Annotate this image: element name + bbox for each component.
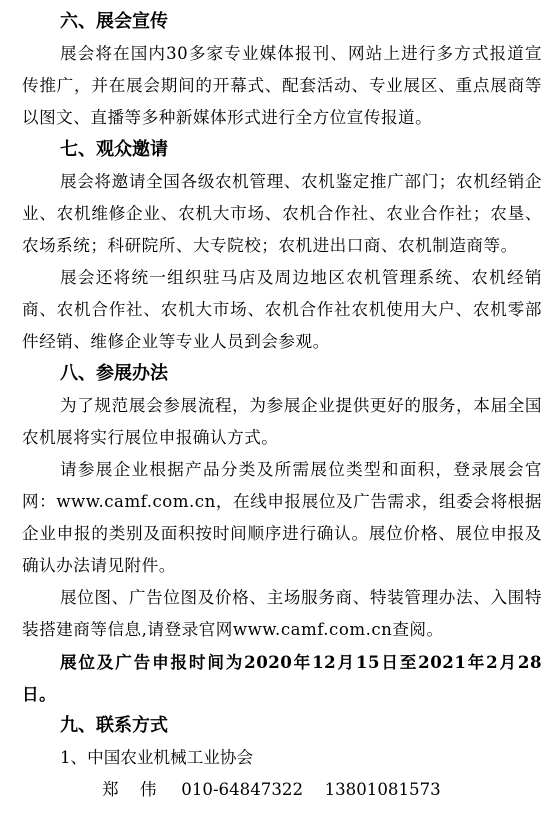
audience-paragraph-1: 展会将邀请全国各级农机管理、农机鉴定推广部门；农机经销企业、农机维修企业、农机大市场、农机合作社、农业合作社；农垦、农场系统；科研院所、大专院校；农机进出口商、农机制造商等。: [22, 172, 542, 255]
audience-paragraph-2: 展会还将统一组织驻马店及周边地区农机管理系统、农机经销商、农机合作社、农机大市场、农机合作社农机使用大户、农机零部件经销、维修企业等专业人员到会参观。: [22, 268, 542, 351]
method-paragraph-2: 请参展企业根据产品分类及所需展位类型和面积，登录展会官网：www.camf.com.cn，在线申报展位及广告需求，组委会将根据企业申报的类别及面积按时间顺序进行确认。展位价格、展位申报及确认办法请见附件。: [22, 460, 542, 575]
publicity-paragraph: 展会将在国内30多家专业媒体报刊、网站上进行多方式报道宣传推广，并在展会期间的开幕式、配套活动、专业展区、重点展商等以图文、直播等多种新媒体形式进行全方位宣传报道。: [22, 44, 542, 127]
contact-name: 郑 伟: [102, 780, 165, 799]
contact-organization: 1、中国农业机械工业协会: [60, 748, 254, 767]
contact-telephone: 010-64847322: [181, 780, 304, 799]
section-heading-audience-invitation: 七、观众邀请: [60, 139, 168, 160]
contact-mobile: 13801081573: [324, 780, 441, 799]
section-heading-exhibition-method: 八、参展办法: [60, 363, 168, 384]
application-deadline: 展位及广告申报时间为2020年12月15日至2021年2月28日。: [22, 652, 542, 704]
method-paragraph-3: 展位图、广告位图及价格、主场服务商、特装管理办法、入围特装搭建商等信息,请登录官网www.camf.com.cn查阅。: [22, 588, 542, 639]
method-paragraph-1: 为了规范展会参展流程，为参展企业提供更好的服务，本届全国农机展将实行展位申报确认方式。: [22, 396, 542, 447]
section-heading-contact: 九、联系方式: [60, 715, 168, 736]
section-heading-publicity: 六、展会宣传: [60, 11, 168, 32]
contact-person-row: [22, 774, 542, 806]
